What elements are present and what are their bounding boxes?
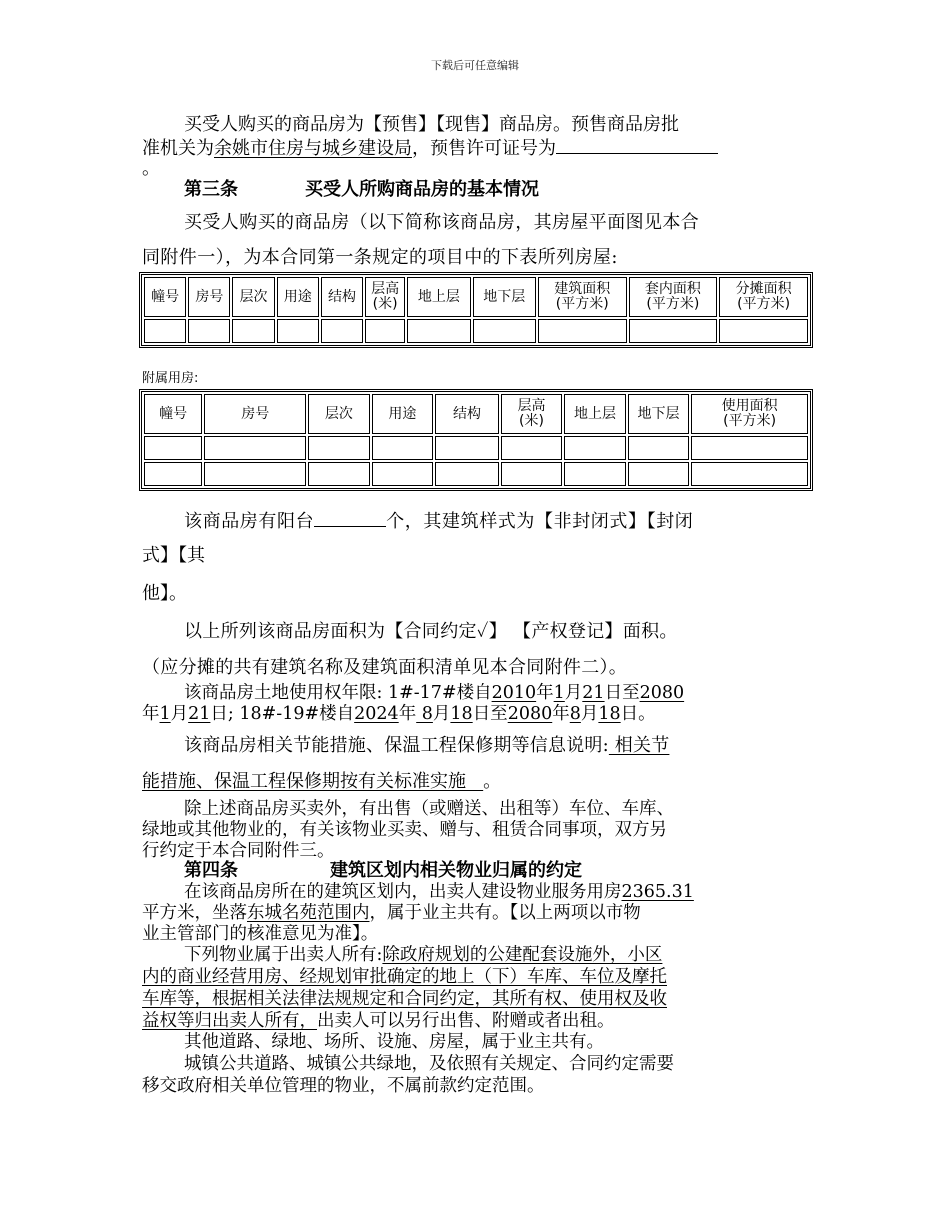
purchase-type-line: 买受人购买的商品房为【预售】【现售】商品房。预售商品房批 xyxy=(184,114,679,135)
month-unit: 月 xyxy=(580,704,599,724)
table2-cell[interactable] xyxy=(204,436,306,460)
description-line-2: 同附件一），为本合同第一条规定的项目中的下表所列房屋: xyxy=(142,247,618,268)
table2-cell[interactable] xyxy=(501,462,563,486)
table2-header-cell: 使用面积 (平方米) xyxy=(691,394,808,434)
table1-header-cell: 分摊面积 (平方米) xyxy=(719,277,808,317)
day-unit: 日。 xyxy=(620,704,656,724)
approval-authority: 余姚市住房与城乡建设局 xyxy=(214,138,412,159)
table1-row xyxy=(144,319,808,343)
table2-cell[interactable] xyxy=(372,436,434,460)
table2-header-cell: 用途 xyxy=(372,394,434,434)
article3-title: 买受人所购商品房的基本情况 xyxy=(305,179,539,200)
table1-cell[interactable] xyxy=(629,319,718,343)
table1-header-cell: 建筑面积 (平方米) xyxy=(538,277,627,317)
table2-cell[interactable] xyxy=(564,436,626,460)
table2-cell[interactable] xyxy=(308,436,370,460)
balcony-label: 该商品房有阳台 xyxy=(184,511,315,532)
area-type-line: 以上所列该商品房面积为【合同约定✓】 【产权登记】面积。 xyxy=(184,621,678,642)
land-year-4: 2080 xyxy=(507,704,553,724)
shared-area-line: （应分摊的共有建筑名称及建筑面积清单见本合同附件二）。 xyxy=(142,657,628,678)
other-property-line-1: 除上述商品房买卖外，有出售（或赠送、出租等）车位、车库、 xyxy=(184,799,674,819)
seller-property-label: 下列物业属于出卖人所有: xyxy=(184,945,383,965)
seller-property-line-3: 车库等，根据相关法律法规规定和合同约定，其所有权、使用权及收 xyxy=(142,989,667,1009)
land-year-3: 2024 xyxy=(354,704,399,724)
land-day-4: 18 xyxy=(598,704,621,724)
service-room-line-1 xyxy=(184,881,694,903)
balcony-style-line-2: 式】【其 xyxy=(142,545,205,566)
service-room-location: 东城名苑范围内 xyxy=(247,903,370,923)
table1-header-cell: 套内面积 (平方米) xyxy=(629,277,718,317)
table2-row xyxy=(144,436,808,460)
table1-cell[interactable] xyxy=(365,319,405,343)
table1-header-cell: 地上层 xyxy=(407,277,470,317)
seller-property-line-1 xyxy=(184,944,662,966)
table2-header-cell: 地下层 xyxy=(628,394,690,434)
permit-label: ，预售许可证号为 xyxy=(412,138,556,159)
table2-cell[interactable] xyxy=(435,436,499,460)
land-use-line-1 xyxy=(184,682,684,704)
table1-header-cell: 层次 xyxy=(232,277,274,317)
land-year-1: 2010 xyxy=(491,683,537,703)
land-month-1: 1 xyxy=(553,683,565,703)
month-unit: 月 xyxy=(564,683,583,703)
month-unit: 月 xyxy=(432,704,451,724)
table1-header-row xyxy=(144,277,808,317)
table2-cell[interactable] xyxy=(628,436,690,460)
page-header: 下载后可任意编辑 xyxy=(431,59,519,72)
land-day-3: 18 xyxy=(450,704,473,724)
service-room-line-3: 业主管部门的核准意见为准】。 xyxy=(142,924,379,944)
article4-title: 建筑区划内相关物业归属的约定 xyxy=(330,860,582,881)
building-range-label: 日; 18#-19#楼自 xyxy=(210,704,355,724)
article4-number: 第四条 xyxy=(184,860,238,881)
table2-cell[interactable] xyxy=(144,462,202,486)
location-label: 平方米，坐落 xyxy=(142,903,247,923)
house-info-table xyxy=(139,272,813,348)
table1-cell[interactable] xyxy=(144,319,186,343)
energy-line-2 xyxy=(142,771,501,793)
table2-header-cell: 结构 xyxy=(435,394,499,434)
table2-cell[interactable] xyxy=(628,462,690,486)
balcony-style: 个，其建筑样式为【非封闭式】【封闭 xyxy=(386,511,694,532)
annex-room-table xyxy=(139,389,813,491)
table1-header-cell: 房号 xyxy=(188,277,230,317)
balcony-count-blank[interactable] xyxy=(314,508,386,527)
table1-cell[interactable] xyxy=(232,319,274,343)
table1-header-cell: 地下层 xyxy=(473,277,536,317)
table2-cell[interactable] xyxy=(435,462,499,486)
article3-number: 第三条 xyxy=(184,179,238,200)
service-room-label: 在该商品房所在的建筑区划内，出卖人建设物业服务用房 xyxy=(184,882,622,902)
table2-header-row xyxy=(144,394,808,434)
year-unit: 年 xyxy=(536,683,554,703)
table1-cell[interactable] xyxy=(538,319,627,343)
table2-header-cell: 层高 (米) xyxy=(501,394,563,434)
table2-cell[interactable] xyxy=(501,436,563,460)
seller-property-line-2: 内的商业经营用房、经规划审批确定的地上（下）车库、车位及摩托 xyxy=(142,967,667,987)
table1-header-cell: 层高 (米) xyxy=(365,277,405,317)
table1-cell[interactable] xyxy=(719,319,808,343)
public-property-line-1: 城镇公共道路、城镇公共绿地，及依照有关规定、合同约定需要 xyxy=(184,1054,674,1074)
year-unit: 年 xyxy=(552,704,570,724)
table2-cell[interactable] xyxy=(204,462,306,486)
energy-label: 该商品房相关节能措施、保温工程保修期等信息说明: xyxy=(184,735,609,756)
land-year-2: 2080 xyxy=(639,683,685,703)
seller-rights-note: 出卖人可以另行出售、附赠或者出租。 xyxy=(317,1011,615,1031)
land-use-label: 该商品房土地使用权年限: 1#-17#楼自 xyxy=(184,683,492,703)
balcony-style-line-3: 他】。 xyxy=(142,583,187,604)
table2-header-cell: 地上层 xyxy=(564,394,626,434)
year-unit: 年 xyxy=(142,704,160,724)
service-room-area: 2365.31 xyxy=(621,882,694,902)
table1-cell[interactable] xyxy=(407,319,470,343)
land-day-1: 21 xyxy=(582,683,605,703)
table2-header-cell: 层次 xyxy=(308,394,370,434)
table2-cell[interactable] xyxy=(308,462,370,486)
land-month-4: 8 xyxy=(569,704,581,724)
seller-property-text: 除政府规划的公建配套设施外，小区 xyxy=(382,945,663,965)
table1-header-cell: 用途 xyxy=(277,277,319,317)
year-unit: 年 xyxy=(398,704,417,724)
seller-property-text-end: 益权等归出卖人所有， xyxy=(142,1011,317,1031)
month-unit: 月 xyxy=(170,704,189,724)
table1-cell[interactable] xyxy=(188,319,230,343)
table2-cell[interactable] xyxy=(691,462,808,486)
table1-header-cell: 幢号 xyxy=(144,277,186,317)
table2-cell[interactable] xyxy=(372,462,434,486)
table2-row xyxy=(144,462,808,486)
table2-header-cell: 房号 xyxy=(204,394,306,434)
table1-cell[interactable] xyxy=(321,319,363,343)
table2-header-cell: 幢号 xyxy=(144,394,202,434)
energy-note-end: 能措施、保温工程保修期按有关标准实施 xyxy=(142,771,484,792)
annex-label: 附属用房: xyxy=(142,371,199,386)
land-month-2: 1 xyxy=(159,704,171,724)
land-day-2: 21 xyxy=(188,704,211,724)
seller-property-line-4 xyxy=(142,1010,615,1032)
table1-cell[interactable] xyxy=(277,319,319,343)
approval-line xyxy=(142,135,718,160)
day-to-unit: 日至 xyxy=(604,683,640,703)
energy-note-start: 相关节 xyxy=(608,735,670,756)
common-property-line: 其他道路、绿地、场所、设施、房屋，属于业主共有。 xyxy=(184,1032,604,1052)
table2-cell[interactable] xyxy=(691,436,808,460)
day-to-unit: 日至 xyxy=(472,704,508,724)
table1-header-cell: 结构 xyxy=(321,277,363,317)
period-line: 。 xyxy=(142,158,160,179)
description-line-1: 买受人购买的商品房（以下简称该商品房，其房屋平面图见本合 xyxy=(184,212,700,233)
other-property-line-3: 行约定于本合同附件三。 xyxy=(142,841,335,861)
approval-label: 准机关为 xyxy=(142,138,214,159)
ownership-note: ，属于业主共有。【以上两项以市物 xyxy=(369,903,641,923)
land-month-3: 8 xyxy=(416,704,433,724)
table1-cell[interactable] xyxy=(473,319,536,343)
public-property-line-2: 移交政府相关单位管理的物业，不属前款约定范围。 xyxy=(142,1076,545,1096)
service-room-line-2 xyxy=(142,902,641,924)
other-property-line-2: 绿地或其他物业的，有关该物业买卖、赠与、租赁合同事项，双方另 xyxy=(142,820,667,840)
energy-period: 。 xyxy=(483,771,502,792)
balcony-line xyxy=(184,508,693,533)
table2-cell[interactable] xyxy=(564,462,626,486)
energy-line-1 xyxy=(184,735,669,757)
permit-number-blank[interactable] xyxy=(556,135,718,154)
land-use-line-2 xyxy=(142,703,656,725)
table2-cell[interactable] xyxy=(144,436,202,460)
